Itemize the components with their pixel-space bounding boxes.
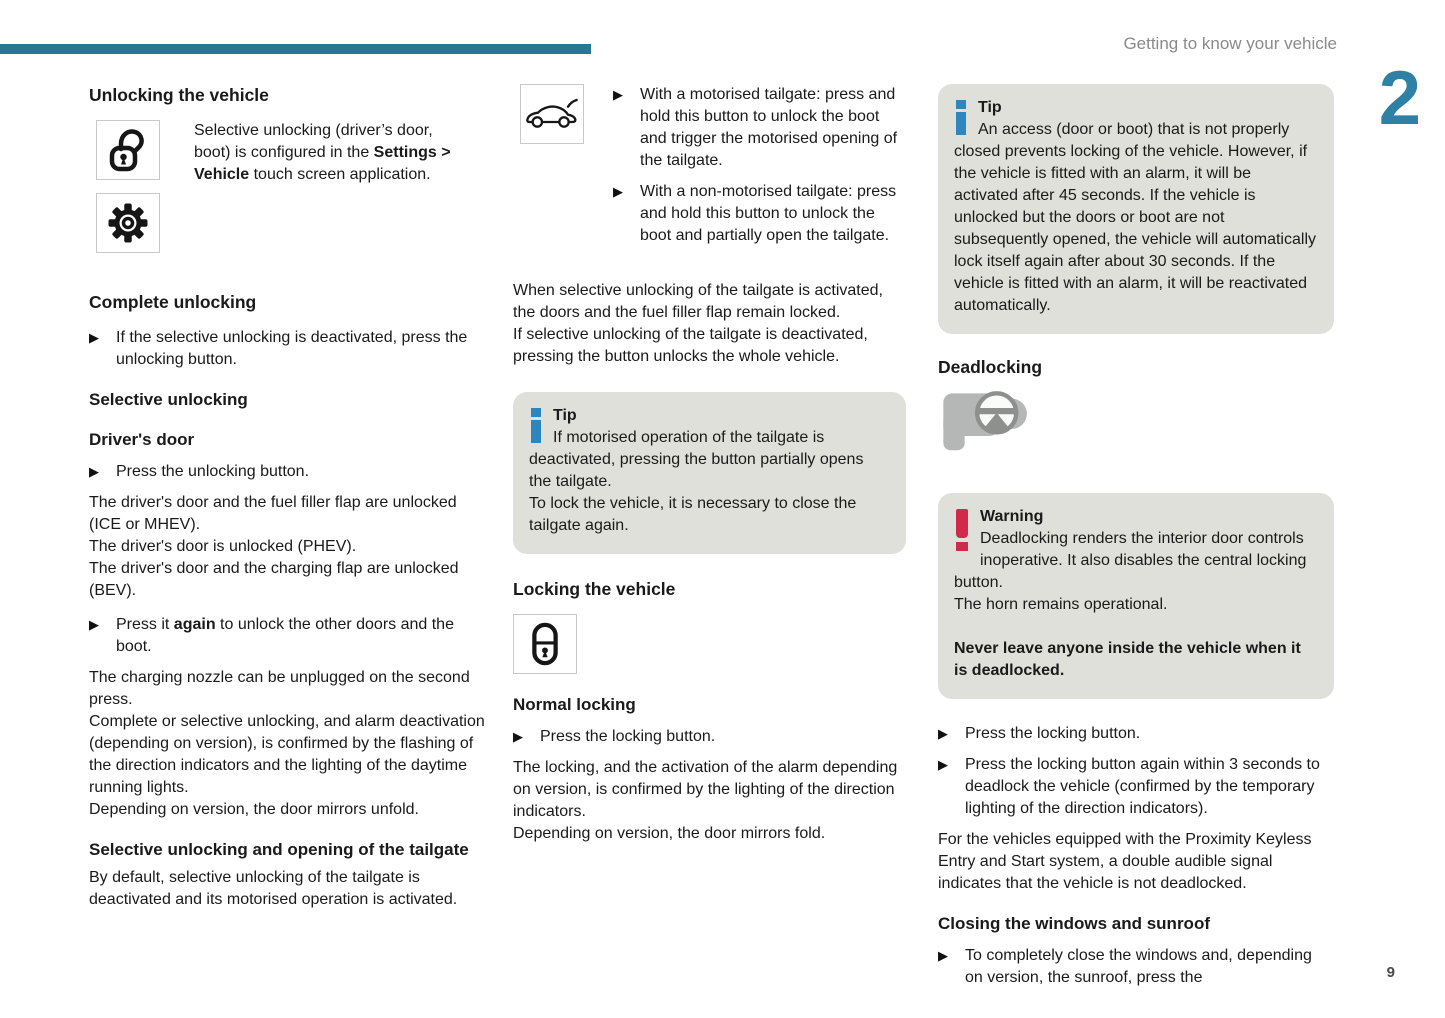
warning-text: Deadlocking renders the interior door controls inoperative. It also disables the central locking button. The horn remains operational.: [954, 530, 1307, 613]
page-number: 9: [1386, 964, 1395, 981]
step-item: ▶ Press it again to unlock the other doors and the boot.: [89, 614, 487, 658]
icon-stack: [96, 120, 160, 253]
padlock-open-icon: [96, 120, 160, 180]
section-title-locking: Locking the vehicle: [513, 579, 676, 599]
triangle-bullet-icon: ▶: [613, 87, 623, 102]
step-item: ▶ Press the locking button.: [513, 726, 906, 748]
triangle-bullet-icon: ▶: [938, 757, 948, 772]
normal-locking-steps: [513, 726, 906, 748]
heading-normal-locking: Normal locking: [513, 695, 636, 714]
step-item: ▶ If the selective unlocking is deactivated, press the unlocking button.: [89, 327, 487, 371]
tip-box-tailgate: [513, 392, 906, 554]
chapter-number: 2: [1378, 56, 1421, 141]
unlock-intro-row: [89, 120, 487, 253]
column-right: [938, 84, 1334, 998]
complete-unlocking-steps: [89, 327, 487, 371]
tip-text: If motorised operation of the tailgate is deactivated, pressing the button partially opens the tailgate. To lock the vehicle, it is necessary to close the tailgate again.: [529, 429, 864, 534]
section-title-unlocking: Unlocking the vehicle: [89, 85, 269, 105]
running-header: Getting to know your vehicle: [1123, 34, 1337, 53]
triangle-bullet-icon: ▶: [938, 948, 948, 963]
triangle-bullet-icon: ▶: [89, 330, 99, 345]
step-item: ▶ To completely close the windows and, depending on version, the sunroof, press the: [938, 945, 1334, 989]
accent-bar: [0, 44, 591, 54]
step-item: ▶ Press the unlocking button.: [89, 461, 487, 483]
triangle-bullet-icon: ▶: [938, 726, 948, 741]
closing-windows-steps: [938, 945, 1334, 989]
tip-text: An access (door or boot) that is not properly closed prevents locking of the vehicle. However, if the vehicle is fitted with an alarm, it will be activated after 45 seconds. If the vehicle is unlocked but the doors or boot are not subsequently opened, the vehicle will automatically lock itself again after about 30 seconds. If the vehicle is fitted with an alarm, it will be reactivated automatically.: [954, 121, 1316, 314]
step-item: ▶ With a motorised tailgate: press and hold this button to unlock the boot and trigger the motorised opening of the tailgate.: [613, 84, 906, 172]
unlock-intro-text: Selective unlocking (driver’s door, boot) is configured in the Settings > Vehicle touch screen application.: [194, 122, 451, 183]
heading-selective-unlocking: Selective unlocking: [89, 390, 248, 409]
padlock-closed-icon: [513, 614, 577, 674]
tip-label: Tip: [978, 99, 1002, 116]
tip-label: Tip: [553, 407, 577, 424]
triangle-bullet-icon: ▶: [613, 184, 623, 199]
info-icon: [531, 408, 541, 443]
step-item: ▶ Press the locking button.: [938, 723, 1334, 745]
section-title-deadlocking: Deadlocking: [938, 357, 1043, 377]
normal-locking-paragraph: The locking, and the activation of the alarm depending on version, is confirmed by the lighting of the direction indicators. Depending on version, the door mirrors fold.: [513, 759, 898, 842]
key-steering-wheel-icon: [938, 388, 1334, 459]
heading-closing-windows: Closing the windows and sunroof: [938, 914, 1210, 933]
tailgate-default-paragraph: By default, selective unlocking of the tailgate is deactivated and its motorised operation is activated.: [89, 869, 458, 908]
car-tailgate-icon: [520, 84, 584, 144]
heading-complete-unlocking: Complete unlocking: [89, 292, 257, 312]
tailgate-button-row: [513, 84, 906, 256]
deadlocking-steps: [938, 723, 1334, 820]
exclamation-icon: [956, 509, 968, 551]
triangle-bullet-icon: ▶: [89, 464, 99, 479]
step-item: ▶ Press the locking button again within 3 seconds to deadlock the vehicle (confirmed by the temporary lighting of the direction indicators).: [938, 754, 1334, 820]
drivers-door-steps: [89, 461, 487, 483]
warning-bold-text: Never leave anyone inside the vehicle when it is deadlocked.: [954, 640, 1301, 679]
heading-drivers-door: Driver's door: [89, 430, 195, 449]
warning-box: [938, 493, 1334, 699]
heading-selective-tailgate: Selective unlocking and opening of the tailgate: [89, 840, 469, 859]
proximity-paragraph: For the vehicles equipped with the Proximity Keyless Entry and Start system, a double audible signal indicates that the vehicle is not deadlocked.: [938, 831, 1312, 892]
charging-paragraph: The charging nozzle can be unplugged on the second press. Complete or selective unlocking, and alarm deactivation (depending on version), is confirmed by the flashing of the direction indicators and the lighting of the daytime running lights. Depending on version, the door mirrors unfold.: [89, 669, 485, 818]
triangle-bullet-icon: ▶: [513, 729, 523, 744]
press-again-steps: [89, 614, 487, 658]
step-item: ▶ With a non-motorised tailgate: press and hold this button to unlock the boot and partially open the tailgate.: [613, 181, 906, 247]
tip-box-access: [938, 84, 1334, 334]
gear-icon: [96, 193, 160, 253]
warning-label: Warning: [980, 508, 1044, 525]
column-left: [89, 84, 487, 923]
drivers-door-paragraph: The driver's door and the fuel filler flap are unlocked (ICE or MHEV). The driver's door is unlocked (PHEV). The driver's door and the charging flap are unlocked (BEV).: [89, 494, 459, 599]
selective-tailgate-paragraph: When selective unlocking of the tailgate is activated, the doors and the fuel filler flap remain locked. If selective unlocking of the tailgate is deactivated, pressing the button unlocks the whole vehicle.: [513, 282, 883, 365]
triangle-bullet-icon: ▶: [89, 617, 99, 632]
info-icon: [956, 100, 966, 135]
column-middle: [513, 84, 906, 857]
tailgate-steps: [613, 84, 906, 256]
